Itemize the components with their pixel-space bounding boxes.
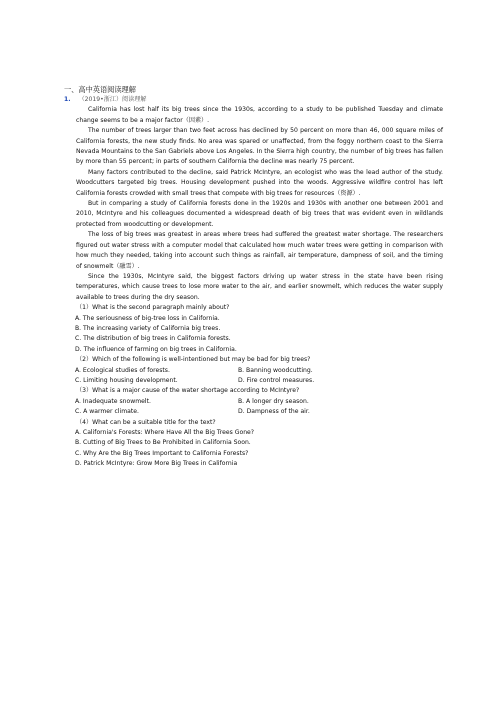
section-title: 一、高中英语阅读理解 xyxy=(64,85,136,94)
paragraph-6: Since the 1930s, McIntyre said, the biggest factors driving up water stress in the state have been rising temperatures, which cause trees to lose more water to the air, and earlier snowmelt, which reduces the water supply available to trees during the dry season. xyxy=(76,272,443,301)
question-header xyxy=(64,95,443,105)
paragraph-5: The loss of big trees was greatest in areas where trees had suffered the greatest water shortage. The researchers figured out water stress with a computer model that calculated how much water trees were getting in comparison with how much they needed, taking into account such things as rainfall, air temperature, dampness of soil, and the timing of snowmelt（融雪）. xyxy=(76,231,443,270)
question-1-option-d: D. The influence of farming on big trees in California. xyxy=(75,345,237,353)
question-3-options-row-2 xyxy=(75,407,443,417)
paragraph-2: The number of trees larger than two feet across has declined by 50 percent on more than 46, 000 square miles of California forests, the new study finds. No area was spared or unaffected, from the foggy northern coast to the Sierra Nevada Mountains to the San Gabriels above Los Angeles. In the Sierra high country, the number of big trees has fallen by more than 55 percent; in parts of southern California the decline was nearly 75 percent. xyxy=(76,127,443,166)
question-2-options-row-1 xyxy=(75,366,443,376)
question-1-option-b: B. The increasing variety of California big trees. xyxy=(75,324,221,332)
question-3-option-c: C. A warmer climate. xyxy=(75,408,139,416)
question-4-option-d: D. Patrick McIntyre: Grow More Big Trees in California xyxy=(75,460,238,468)
question-3-option-b: B. A longer dry season. xyxy=(238,397,309,405)
question-3-options-row-1 xyxy=(75,397,443,407)
question-4-option-b: B. Cutting of Big Trees to Be Prohibited in California Soon. xyxy=(75,439,251,447)
question-3-prompt: （3）What is a major cause of the water shortage according to McIntyre? xyxy=(76,387,300,395)
question-2-prompt: （2）Which of the following is well-intentioned but may be bad for big trees? xyxy=(76,356,311,364)
paragraph-3: Many factors contributed to the decline, said Patrick McIntyre, an ecologist who was the lead author of the study. Woodcutters targeted big trees. Housing development pushed into the woods. Aggressive wildfire control has left California forests crowded with small trees that compete with big trees for resources（资源）. xyxy=(76,168,443,197)
question-3-option-d: D. Dampness of the air. xyxy=(238,408,310,416)
question-number: 1. xyxy=(64,96,71,103)
question-1-option-c: C. The distribution of big trees in California forests. xyxy=(75,335,231,343)
question-1-option-a: A. The seriousness of big-tree loss in California. xyxy=(75,314,220,322)
question-4-prompt: （4）What can be a suitable title for the text? xyxy=(76,418,216,426)
question-2-options-row-2 xyxy=(75,376,443,386)
question-2-option-b: B. Banning woodcutting. xyxy=(238,366,313,374)
question-1-prompt: （1）What is the second paragraph mainly about? xyxy=(76,304,230,312)
question-4-option-c: C. Why Are the Big Trees Important to California Forests? xyxy=(75,449,249,457)
paragraph-1: California has lost half its big trees since the 1930s, according to a study to be published Tuesday and climate change seems to be a major factor（因素）. xyxy=(76,106,443,124)
question-2-option-a: A. Ecological studies of forests. xyxy=(75,366,170,374)
paragraph-4: But in comparing a study of California forests done in the 1920s and 1930s with another one between 2001 and 2010, McIntyre and his colleagues documented a widespread death of big trees that was evident even in wildlands protected from woodcutting or development. xyxy=(76,200,443,228)
question-2-option-d: D. Fire control measures. xyxy=(238,376,315,384)
question-4-option-a: A. California's Forests: Where Have All the Big Trees Gone? xyxy=(75,429,255,436)
question-2-option-c: C. Limiting housing development. xyxy=(75,376,178,384)
question-3-option-a: A. Inadequate snowmelt. xyxy=(75,397,151,405)
question-source: （2019•浙江）阅读理解 xyxy=(78,96,147,103)
